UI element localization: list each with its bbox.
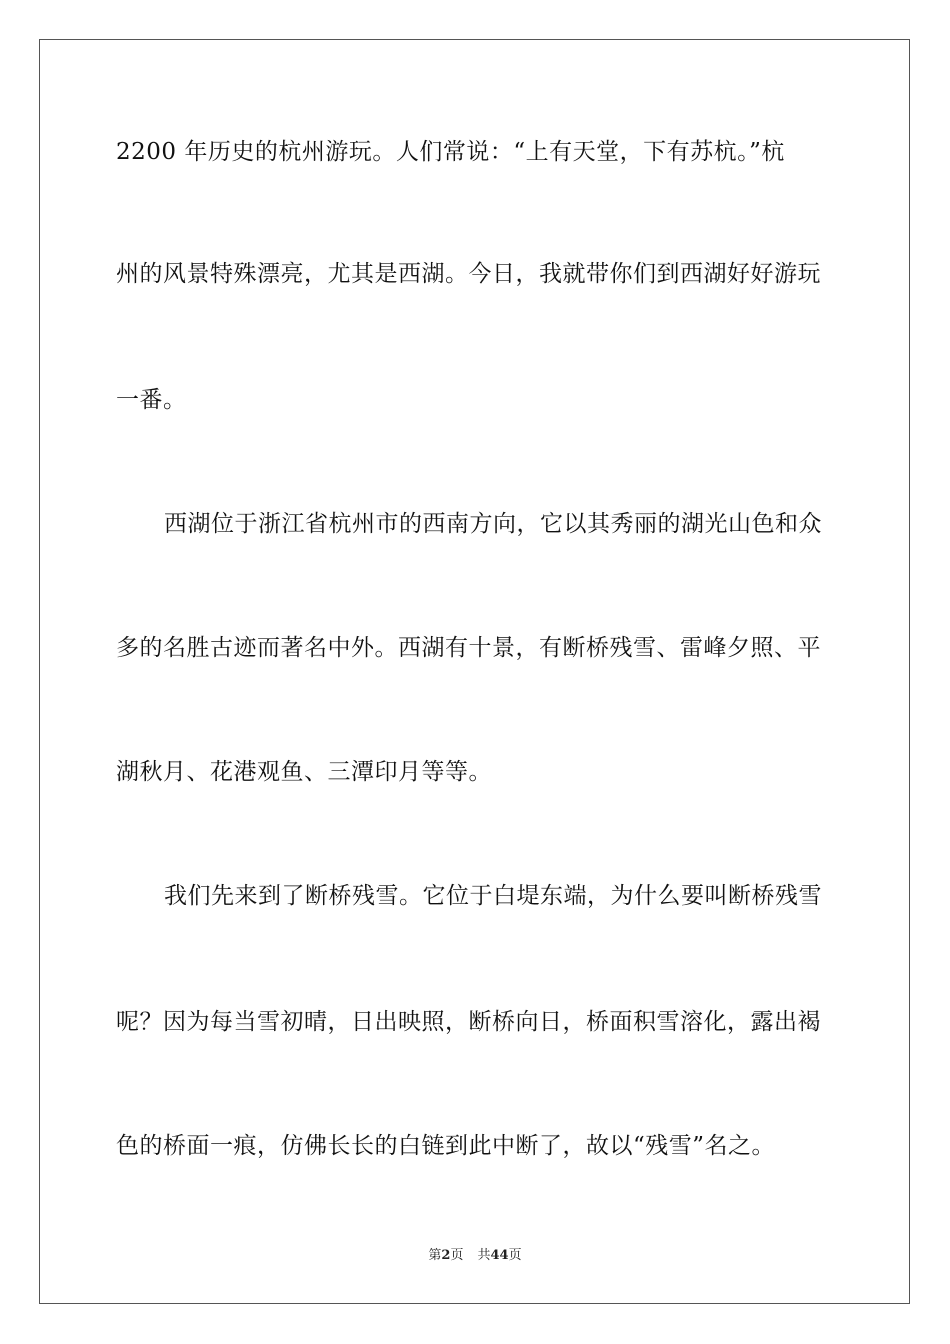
total-prefix: 共 (477, 1248, 491, 1263)
paragraph-2-line-1: 西湖位于浙江省杭州市的西南方向，它以其秀丽的湖光山色和众 (164, 511, 822, 537)
total-page-count: 44 (490, 1248, 509, 1263)
paragraph-3-line-2: 呢？因为每当雪初晴，日出映照，断桥向日，桥面积雪溶化，露出褐 (116, 1009, 821, 1035)
current-page-number: 2 (441, 1248, 451, 1263)
page-suffix: 页 (450, 1248, 464, 1263)
paragraph-2-line-2: 多的名胜古迹而著名中外。西湖有十景，有断桥残雪、雷峰夕照、平 (116, 635, 821, 661)
page-footer (0, 1247, 950, 1265)
total-suffix: 页 (508, 1248, 522, 1263)
page-prefix: 第 (428, 1248, 442, 1263)
paragraph-3-line-3: 色的桥面一痕，仿佛长长的白链到此中断了，故以“残雪”名之。 (116, 1133, 776, 1159)
page-border (39, 39, 910, 1304)
paragraph-1-line-2: 州的风景特殊漂亮，尤其是西湖。今日，我就带你们到西湖好好游玩 (116, 261, 821, 287)
paragraph-1-line-1: 2200 年历史的杭州游玩。人们常说：“上有天堂，下有苏杭。”杭 (116, 139, 785, 165)
paragraph-1-line-3: 一番。 (116, 387, 187, 413)
paragraph-3-line-1: 我们先来到了断桥残雪。它位于白堤东端，为什么要叫断桥残雪 (164, 883, 822, 909)
paragraph-2-line-3: 湖秋月、花港观鱼、三潭印月等等。 (116, 759, 492, 785)
